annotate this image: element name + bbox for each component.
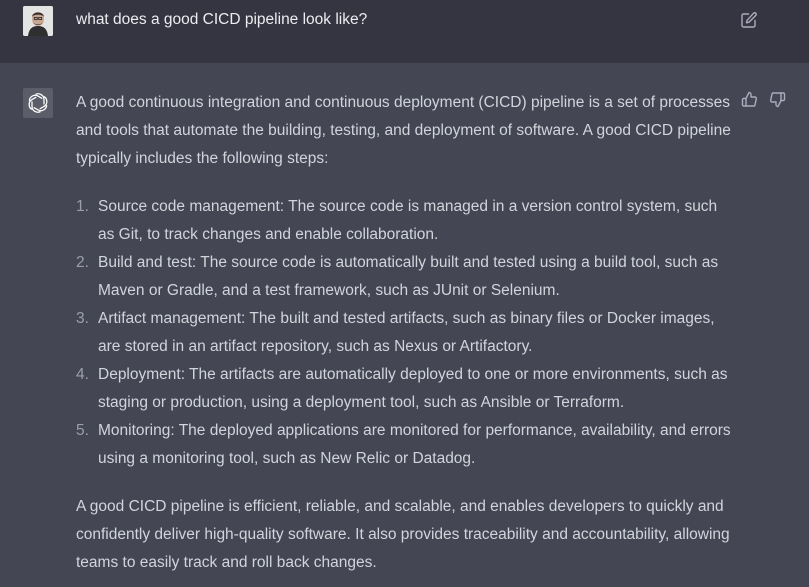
list-item-text: Source code management: The source code is managed in a version control system, such as Git, to track changes and enable collaboration.: [98, 198, 718, 243]
assistant-message-row: [0, 63, 809, 587]
list-item: [76, 249, 736, 305]
answer-intro: A good continuous integration and continuous deployment (CICD) pipeline is a set of processes and tools that automate the building, testing, and deployment of software. A good CICD pipeline typically includes the following steps:: [76, 94, 731, 167]
list-item-number: 3.: [76, 310, 89, 327]
list-item-number: 1.: [76, 198, 89, 215]
assistant-message-body: [76, 89, 741, 577]
list-item-number: 5.: [76, 422, 89, 439]
list-item-text: Artifact management: The built and tested artifacts, such as binary files or Docker images, are stored in an artifact repository, such as Nexus or Artifactory.: [98, 310, 715, 355]
user-avatar: [23, 6, 53, 36]
list-item: [76, 361, 736, 417]
list-item-text: Monitoring: The deployed applications are monitored for performance, availability, and errors using a monitoring tool, such as New Relic or Datadog.: [98, 422, 731, 467]
list-item: [76, 305, 736, 361]
list-item-text: Build and test: The source code is automatically built and tested using a build tool, such as Maven or Gradle, and a test framework, such as JUnit or Selenium.: [98, 254, 719, 299]
user-avatar-image: [23, 6, 53, 36]
list-item-text: Deployment: The artifacts are automatically deployed to one or more environments, such as staging or production, using a deployment tool, such as Ansible or Terraform.: [98, 366, 728, 411]
user-message-text: what does a good CICD pipeline look like?: [76, 11, 368, 28]
edit-icon[interactable]: [740, 11, 758, 29]
steps-list: [76, 193, 741, 473]
thumbs-down-icon[interactable]: [769, 91, 786, 108]
list-item: [76, 417, 736, 473]
answer-closing: A good CICD pipeline is efficient, reliable, and scalable, and enables developers to quickly and confidently deliver high-quality software. It also provides traceability and accountability, allowing teams to easily track and roll back changes.: [76, 498, 730, 571]
list-item: [76, 193, 736, 249]
list-item-number: 4.: [76, 366, 89, 383]
list-item-number: 2.: [76, 254, 89, 271]
openai-logo-icon: [23, 88, 53, 118]
thumbs-up-icon[interactable]: [741, 91, 758, 108]
user-message-row: [0, 0, 809, 63]
